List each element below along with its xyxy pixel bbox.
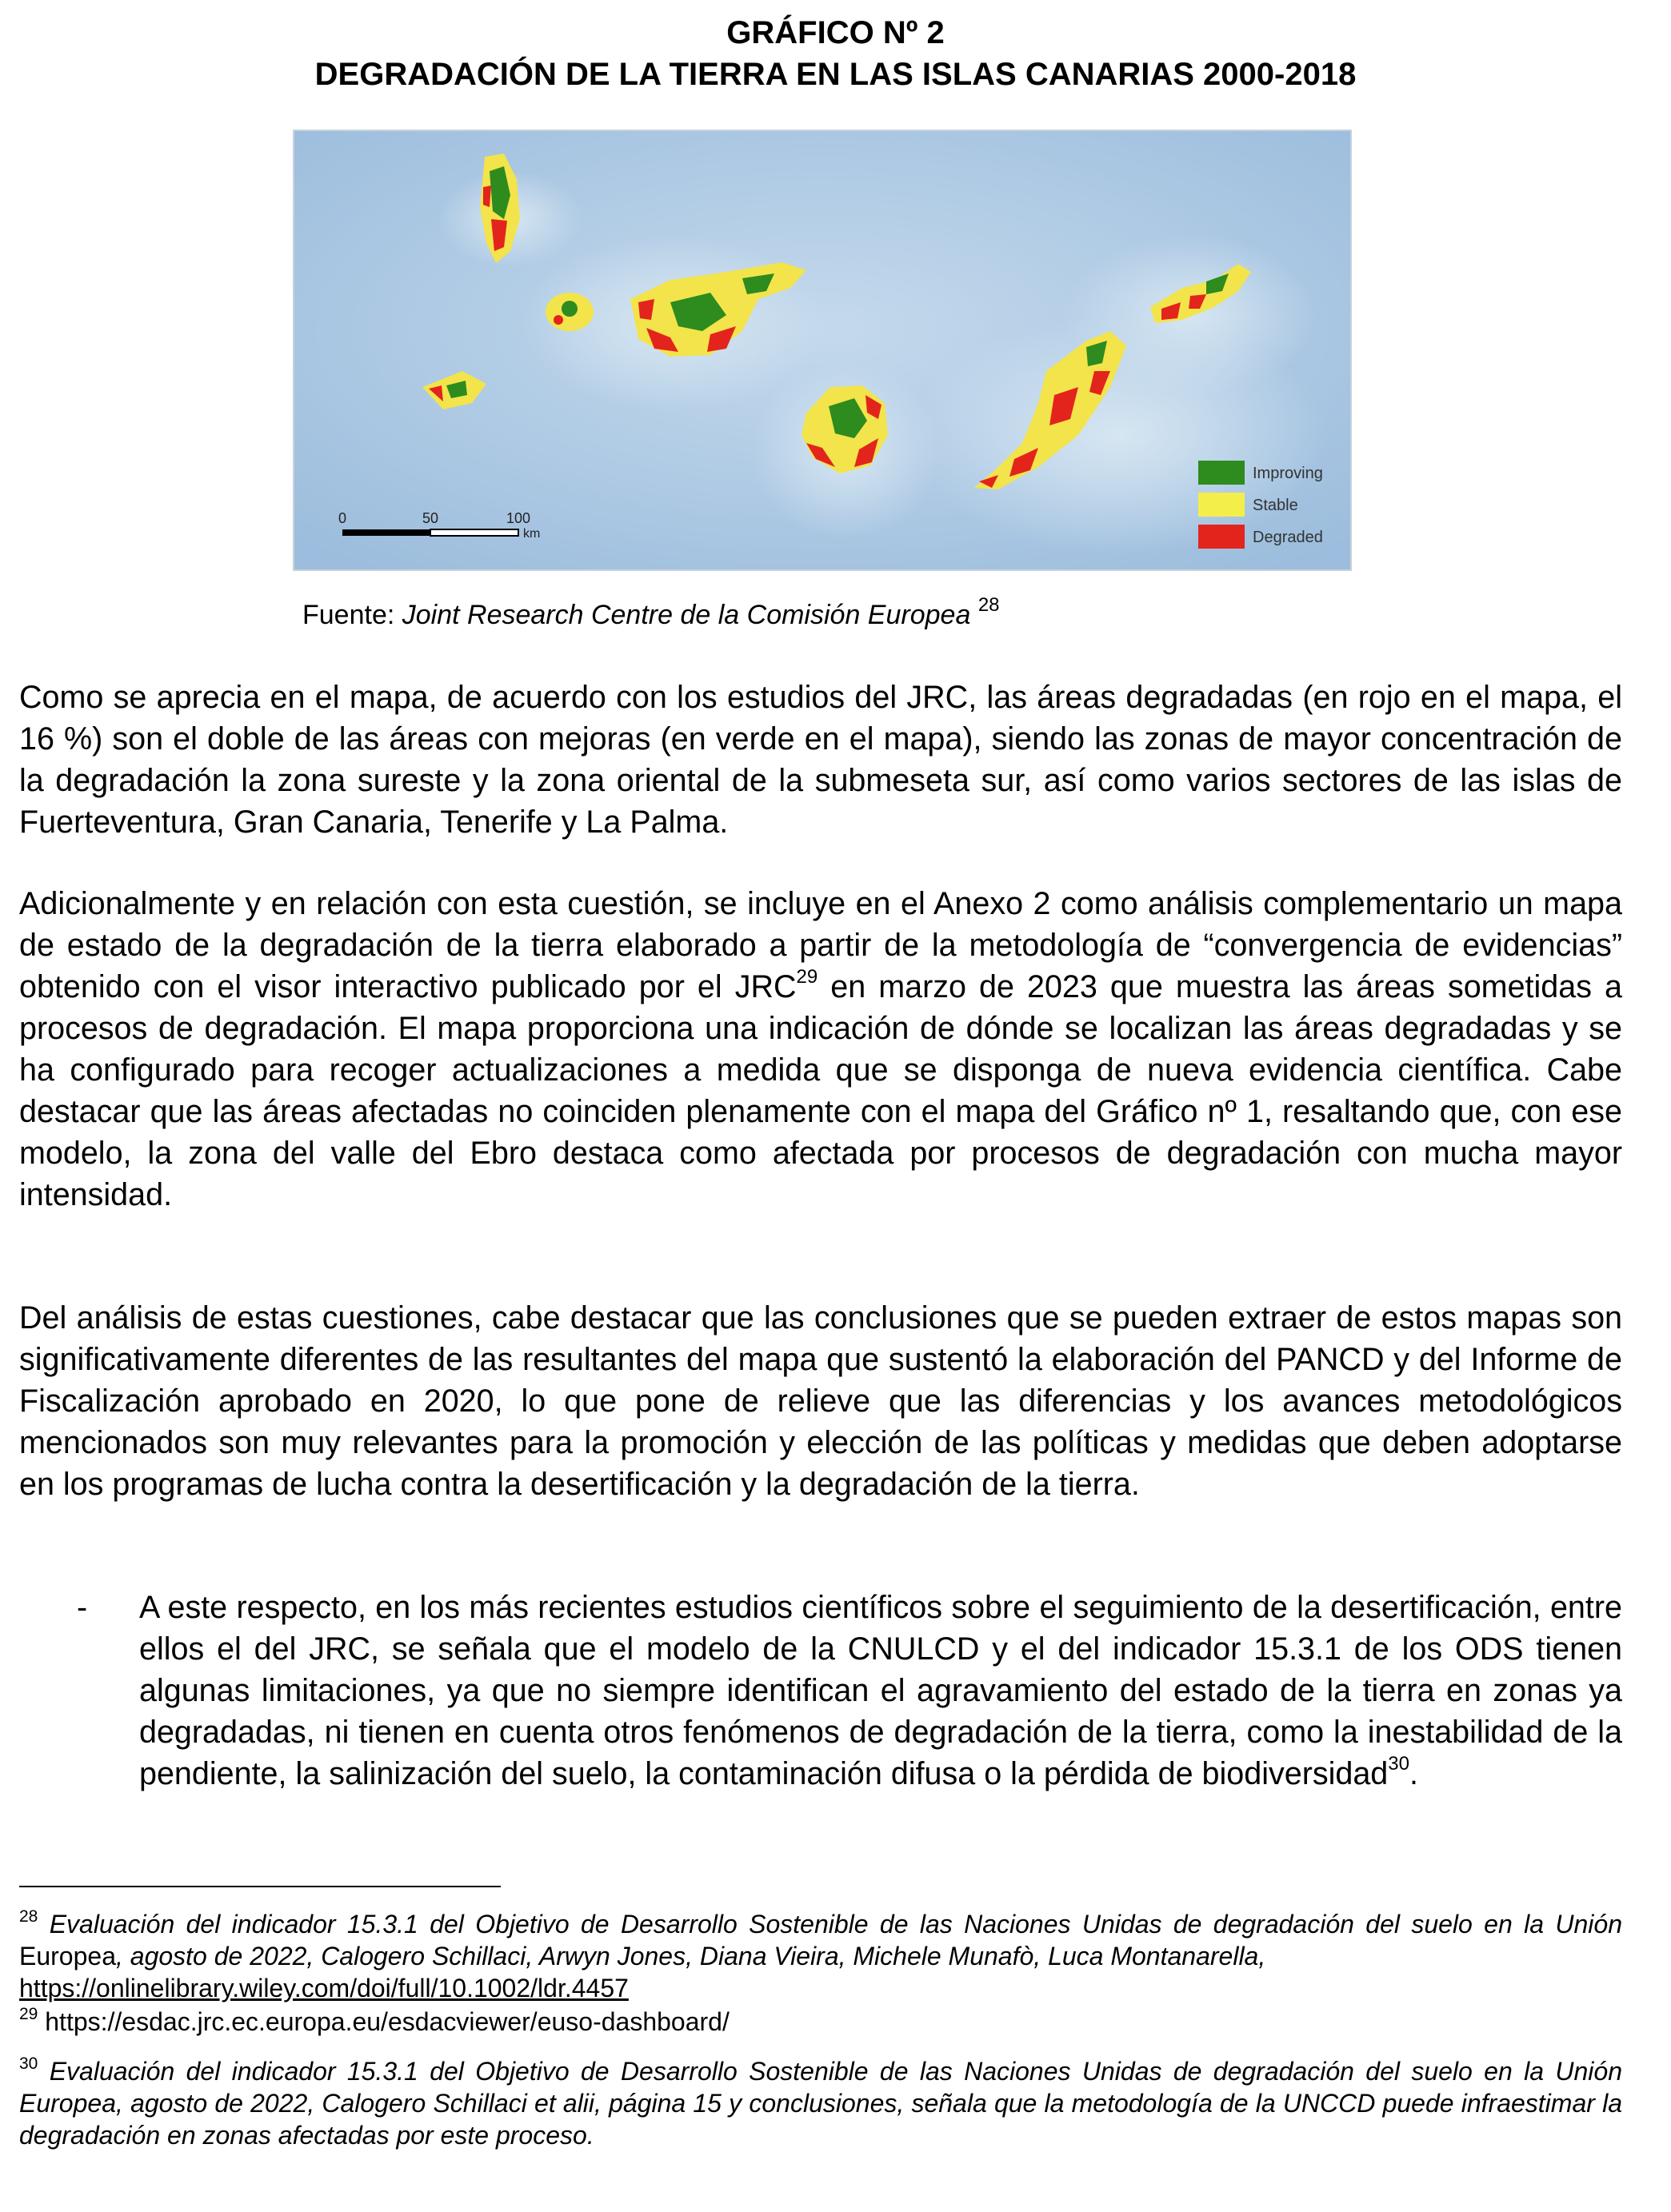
legend-label-degraded: Degraded [1253, 529, 1323, 546]
bullet-marker: - [77, 1590, 88, 1625]
legend-swatch-degraded [1198, 525, 1245, 549]
bullet-end: . [1409, 1756, 1418, 1791]
footnote-29-number: 29 [19, 2005, 38, 2024]
canary-islands-degradation-map [293, 130, 1352, 571]
footnote-30-number: 30 [19, 2054, 38, 2074]
footnote-30-text: Evaluación del indicador 15.3.1 del Objetivo de Desarrollo Sostenible de las Naciones Unidas de degradación del suelo en la Unión Europea, agosto de 2022, Calogero Schillaci et alii, página 15 y conclusiones, señala que la metodología de la UNCCD puede infraestimar la degradación en zonas afectadas por este proceso. [19, 2057, 1622, 2150]
scale-label-100: 100 [506, 510, 531, 526]
footnote-28-text-a: Evaluación del indicador 15.3.1 del Objetivo de Desarrollo Sostenible de las Naciones Unidas de degradación del suelo en la Unión [38, 1910, 1622, 1938]
chart-number-title: GRÁFICO Nº 2 [726, 15, 945, 50]
footnote-29 [19, 2006, 1622, 2038]
footnote-28-text-b: Europea [19, 1942, 116, 1970]
paragraph-3: Del análisis de estas cuestiones, cabe destacar que las conclusiones que se pueden extraer de estos mapas son significativamente diferentes de las resultantes del mapa que sustentó la elaboración del PANCD y del Informe de Fiscalización aprobado en 2020, lo que pone de relieve que las diferencias y los avances metodológicos mencionados son muy relevantes para la promoción y elección de las políticas y medidas que deben adoptarse en los programas de lucha contra la desertificación y la degradación de la tierra. [19, 1300, 1622, 1502]
paragraph-2-part-a: Adicionalmente y en relación con esta cuestión, se incluye en el Anexo 2 como análisis complementario un mapa de estado de la degradación de la tierra elaborado a partir de la metodología de “convergencia de evidencias” obtenido con el visor interactivo publicado por el JRC [19, 886, 1622, 1004]
legend-label-improving: Improving [1253, 465, 1323, 482]
scale-unit: km [523, 527, 541, 541]
paragraph-2 [19, 883, 1622, 1216]
chart-title: DEGRADACIÓN DE LA TIERRA EN LAS ISLAS CANARIAS 2000-2018 [314, 57, 1357, 92]
scale-label-0: 0 [338, 510, 347, 526]
scale-label-50: 50 [422, 510, 439, 526]
source-footnote-ref: 28 [977, 593, 1000, 616]
source-prefix: Fuente: [302, 600, 402, 630]
bullet-item [139, 1587, 1622, 1795]
figure-source [302, 593, 1000, 632]
footnote-28 [19, 1908, 1622, 2004]
legend-swatch-improving [1198, 461, 1245, 485]
footnote-28-text-c: , agosto de 2022, Calogero Schillaci, Arwyn Jones, Diana Vieira, Michele Munafò, Luca Montanarella, [115, 1942, 1266, 1970]
paragraph-1: Como se aprecia en el mapa, de acuerdo con los estudios del JRC, las áreas degradadas (en rojo en el mapa, el 16 %) son el doble de las áreas con mejoras (en verde en el mapa), siendo las zonas de mayor concentración de la degradación la zona sureste y la zona oriental de la submeseta sur, así como varios sectores de las islas de Fuerteventura, Gran Canaria, Tenerife y La Palma. [19, 680, 1622, 840]
footnote-ref-30: 30 [1388, 1752, 1409, 1775]
footnote-ref-29: 29 [796, 965, 818, 988]
bullet-text: A este respecto, en los más recientes estudios científicos sobre el seguimiento de la desertificación, entre ellos el del JRC, se señala que el modelo de la CNULCD y el del indicador 15.3.1 de los ODS tienen algunas limitaciones, ya que no siempre identifican el agravamiento del estado de la tierra en zonas ya degradadas, ni tienen en cuenta otros fenómenos de degradación de la tierra, como la inestabilidad de la pendiente, la salinización del suelo, la contaminación difusa o la pérdida de biodiversidad [139, 1590, 1622, 1791]
footnote-28-link[interactable]: https://onlinelibrary.wiley.com/doi/full/10.1002/ldr.4457 [19, 1974, 629, 2002]
paragraph-2-part-b: en marzo de 2023 que muestra las áreas sometidas a procesos de degradación. El mapa proporciona una indicación de dónde se localizan las áreas degradadas y se ha configurado para recoger actualizaciones a medida que se disponga de nueva evidencia científica. Cabe destacar que las áreas afectadas no coinciden plenamente con el mapa del Gráfico nº 1, resaltando que, con ese modelo, la zona del valle del Ebro destaca como afectada por procesos de degradación con mucha mayor intensidad. [19, 969, 1622, 1212]
legend-label-stable: Stable [1253, 497, 1298, 514]
footnote-29-link[interactable]: https://esdac.jrc.ec.europa.eu/esdacviewer/euso-dashboard/ [38, 2007, 730, 2036]
footnote-30 [19, 2055, 1622, 2151]
island-la-gomera [546, 293, 594, 331]
footnote-28-number: 28 [19, 1907, 38, 1927]
legend-swatch-stable [1198, 493, 1245, 517]
source-name: Joint Research Centre de la Comisión Europea [402, 600, 971, 630]
footnote-separator [19, 1886, 501, 1887]
